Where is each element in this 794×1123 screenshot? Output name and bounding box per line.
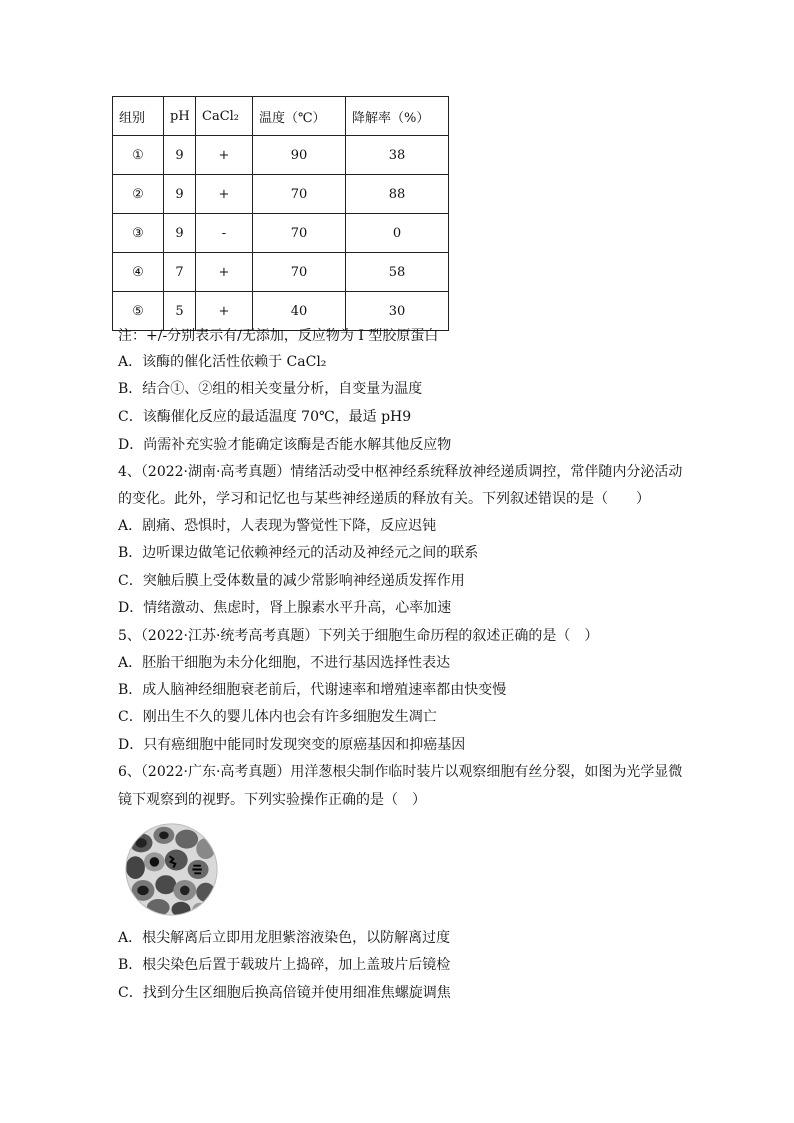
table-cell: ⑤ <box>113 292 164 331</box>
q4-stem-line2: 的变化。此外，学习和记忆也与某些神经递质的释放有关。下列叙述错误的是（ ） <box>118 491 650 507</box>
table-row <box>113 292 449 331</box>
header-cell: 组别 <box>113 97 164 136</box>
q5-option-d: D．只有癌细胞中能同时发现突变的原癌基因和抑癌基因 <box>118 737 466 753</box>
header-cell: 降解率（%） <box>346 97 449 136</box>
q3-option-a: A．该酶的催化活性依赖于 CaCl₂ <box>118 354 327 370</box>
table-cell: ③ <box>113 214 164 253</box>
table-cell: 70 <box>253 214 346 253</box>
q6-stem-line1: 6、（2022·广东·高考真题）用洋葱根尖制作临时装片以观察细胞有丝分裂，如图为光学显微 <box>118 764 683 780</box>
q6-stem-line2: 镜下观察到的视野。下列实验操作正确的是（ ） <box>118 792 426 808</box>
header-cell: 温度（℃） <box>253 97 346 136</box>
q5-option-b: B．成人脑神经细胞衰老前后，代谢速率和增殖速率都由快变慢 <box>118 682 507 698</box>
q3-option-d: D．尚需补充实验才能确定该酶是否能水解其他反应物 <box>118 437 452 453</box>
table-cell: 5 <box>164 292 196 331</box>
table-cell: ② <box>113 175 164 214</box>
table-cell: 9 <box>164 136 196 175</box>
table-cell: 9 <box>164 214 196 253</box>
q4-stem-line1: 4、（2022·湖南·高考真题）情绪活动受中枢神经系统释放神经递质调控，常伴随内分泌活动 <box>118 464 683 480</box>
table-cell: 9 <box>164 175 196 214</box>
table-cell: + <box>196 253 253 292</box>
table-header-row <box>113 97 449 136</box>
table-note: 注：+/-分别表示有/无添加，反应物为 I 型胶原蛋白 <box>118 328 439 344</box>
table-cell: - <box>196 214 253 253</box>
table-row <box>113 214 449 253</box>
q6-option-a: A．根尖解离后立即用龙胆紫溶液染色，以防解离过度 <box>118 930 451 946</box>
q4-option-c: C．突触后膜上受体数量的减少常影响神经递质发挥作用 <box>118 573 465 589</box>
table-cell: + <box>196 292 253 331</box>
table-row <box>113 136 449 175</box>
table-row <box>113 253 449 292</box>
table-cell: 38 <box>346 136 449 175</box>
results-table <box>112 96 449 331</box>
q5-stem: 5、（2022·江苏·统考高考真题）下列关于细胞生命历程的叙述正确的是（ ） <box>118 628 599 644</box>
q4-option-a: A．剧痛、恐惧时，人表现为警觉性下降，反应迟钝 <box>118 518 437 534</box>
table-cell: 70 <box>253 253 346 292</box>
table-cell: 70 <box>253 175 346 214</box>
q4-option-b: B．边听课边做笔记依赖神经元的活动及神经元之间的联系 <box>118 545 479 561</box>
table-cell: 30 <box>346 292 449 331</box>
q5-option-a: A．胚胎干细胞为未分化细胞，不进行基因选择性表达 <box>118 655 451 671</box>
header-cell: CaCl₂ <box>196 97 253 136</box>
table-cell: + <box>196 175 253 214</box>
table-cell: 0 <box>346 214 449 253</box>
table-cell: + <box>196 136 253 175</box>
table-cell: 58 <box>346 253 449 292</box>
q5-option-c: C．刚出生不久的婴儿体内也会有许多细胞发生凋亡 <box>118 709 437 725</box>
microscope-field-image <box>124 822 219 917</box>
q4-option-d: D．情绪激动、焦虑时，肾上腺素水平升高，心率加速 <box>118 600 452 616</box>
table-cell: ① <box>113 136 164 175</box>
table-cell: 90 <box>253 136 346 175</box>
q6-option-b: B．根尖染色后置于载玻片上捣碎，加上盖玻片后镜检 <box>118 957 451 973</box>
header-cell: pH <box>164 97 196 136</box>
q3-option-c: C．该酶催化反应的最适温度 70℃，最适 pH9 <box>118 409 412 425</box>
table-cell: 40 <box>253 292 346 331</box>
table-cell: 7 <box>164 253 196 292</box>
table-cell: ④ <box>113 253 164 292</box>
q6-option-c: C．找到分生区细胞后换高倍镜并使用细准焦螺旋调焦 <box>118 985 451 1001</box>
table-cell: 88 <box>346 175 449 214</box>
table-row <box>113 175 449 214</box>
q3-option-b: B．结合①、②组的相关变量分析，自变量为温度 <box>118 381 423 397</box>
